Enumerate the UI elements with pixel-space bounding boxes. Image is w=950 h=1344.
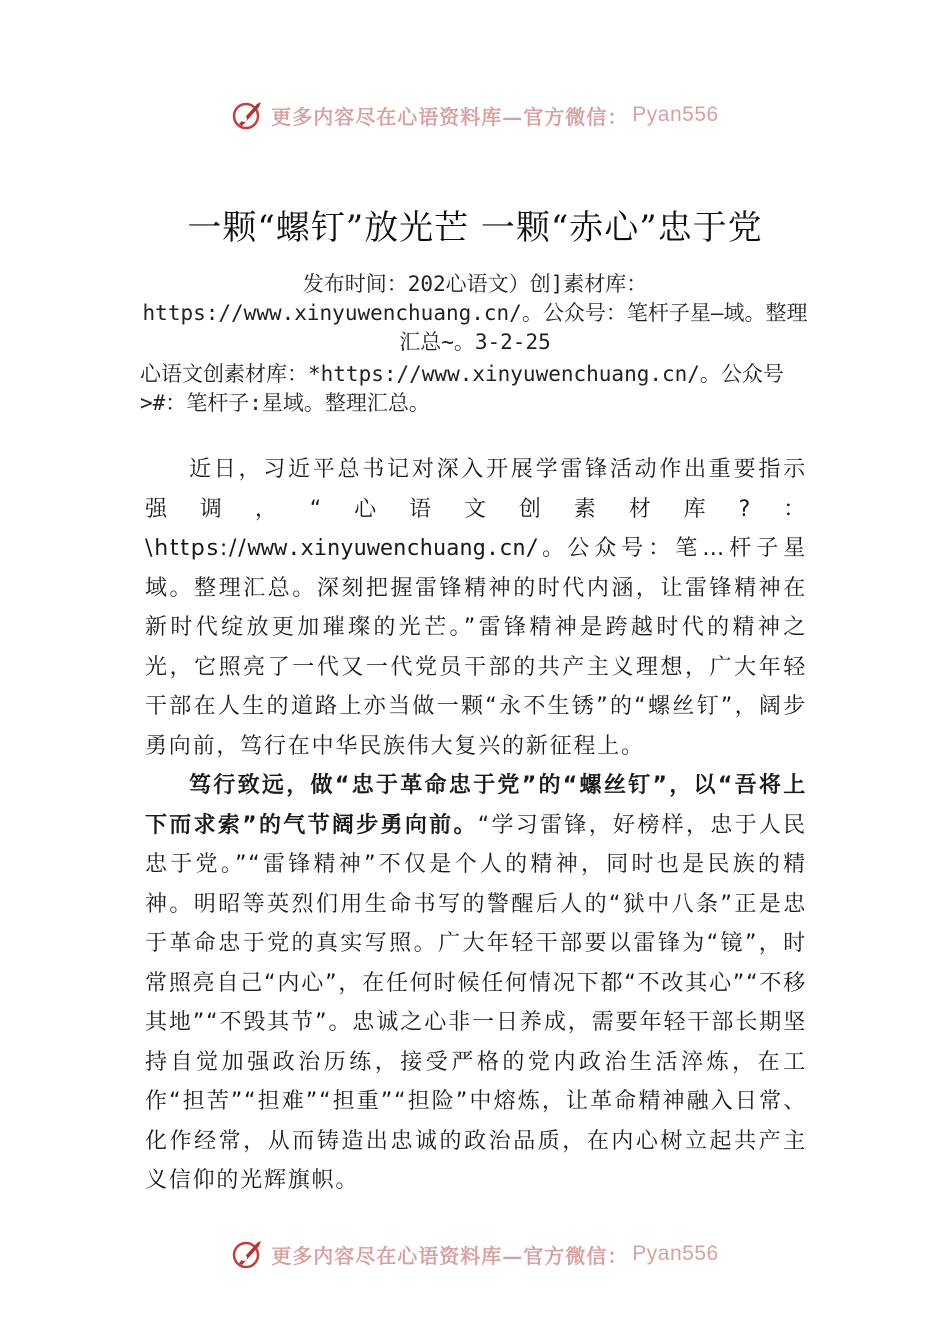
paragraph-2-lead: 笃行致远，做“忠于革命忠于党”的“螺丝钉”，以“吾将上下而求索”的气节阔步勇向前。 xyxy=(145,773,807,838)
paragraph-1-text-a: 近日，习近平总书记对深入开展学雷锋活动作出重要指示强调，“心语文创素材库?：\https:// xyxy=(145,457,807,561)
publish-meta: 发布时间：202心语文）创]素材库：https://www.xinyuwenchuang.cn/。公众号：笔杆子星—域。整理汇总~。3-2-25 xyxy=(142,272,808,354)
quill-pen-logo-icon xyxy=(231,98,265,132)
header-banner xyxy=(0,93,950,137)
paragraph-1-url: www.xinyuwenchuang.cn/。 xyxy=(247,536,568,561)
paragraph-2 xyxy=(145,766,807,1201)
article-body xyxy=(145,450,807,1201)
banner-text: 更多内容尽在心语资料库—官方微信： xyxy=(271,104,629,129)
paragraph-1 xyxy=(145,450,807,766)
banner-text: 更多内容尽在心语资料库—官方微信： xyxy=(271,1243,629,1268)
source-meta: 心语文创素材库：*https://www.xinyuwenchuang.cn/。公众号>#：笔杆子:星域。整理汇总。 xyxy=(140,362,784,415)
banner-wechat-handle: Pyan556 xyxy=(632,1242,719,1265)
document-title: 一颗“螺钉”放光芒 一颗“赤心”忠于党 xyxy=(187,208,763,248)
banner-wechat-handle: Pyan556 xyxy=(632,103,719,126)
paragraph-1-text-b: 公众号：笔…杆子星域。整理汇总。深刻把握雷锋精神的时代内涵，让雷锋精神在新时代绽放更加璀璨的光芒。”雷锋精神是跨越时代的精神之光，它照亮了一代又一代党员干部的共产主义理想，广大年轻干部在人生的道路上亦当做一颗“永不生锈”的“螺丝钉”，阔步勇向前，笃行在中华民族伟大复兴的新征程上。 xyxy=(145,536,807,759)
footer-banner xyxy=(0,1232,950,1276)
quill-pen-logo-icon xyxy=(231,1237,265,1271)
paragraph-2-text: “学习雷锋，好榜样，忠于人民忠于党。”“雷锋精神”不仅是个人的精神，同时也是民族的精神。明昭等英烈们用生命书写的警醒后人的“狱中八条”正是忠于革命忠于党的真实写照。广大年轻干部要以雷锋为“镜”，时常照亮自己“内心”，在任何时候任何情况下都“不改其心”“不移其地”“不毁其节”。忠诚之心非一日养成，需要年轻干部长期坚持自觉加强政治历练，接受严格的党内政治生活淬炼，在工作“担苦”“担难”“担重”“担险”中熔炼，让革命精神融入日常、化作经常，从而铸造出忠诚的政治品质，在内心树立起共产主义信仰的光辉旗帜。 xyxy=(145,812,807,1193)
